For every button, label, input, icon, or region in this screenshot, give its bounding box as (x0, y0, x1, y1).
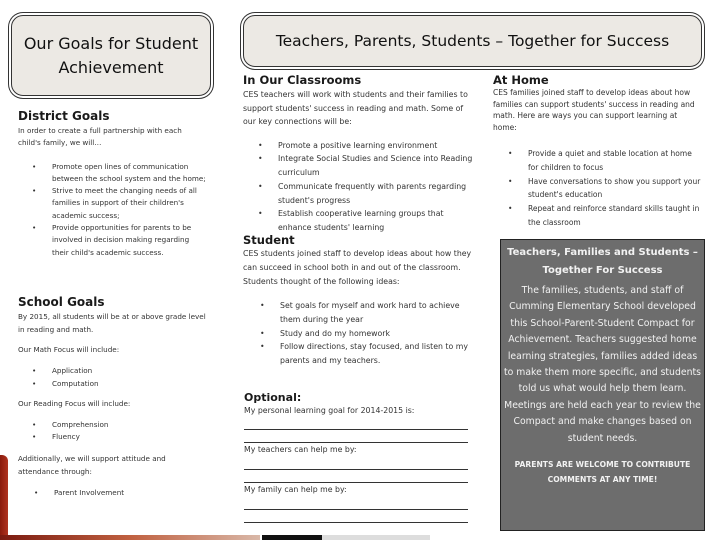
list-item: • Promote a positive learning environment (278, 139, 478, 153)
student-list (280, 299, 478, 368)
list-item: • Computation (52, 378, 206, 390)
list-item: • Have conversations to show you support your student's education (528, 175, 703, 203)
list-item: • Integrate Social Studies and Science into Reading curriculum (278, 152, 478, 180)
classrooms-heading: In Our Classrooms (243, 73, 362, 87)
family-answer-line[interactable] (244, 510, 468, 523)
teachers-prompt: My teachers can help me by: (244, 445, 357, 454)
at-home-intro: CES families joined staff to develop ideas about how families can support students' success in reading and math. Here are ways you can support learning at home: (493, 88, 695, 132)
reading-focus-list (52, 419, 206, 444)
additional-support-label: Additionally, we will support attitude and attendance through: (18, 453, 166, 476)
district-goals-heading: District Goals (18, 109, 110, 123)
list-item: • Set goals for myself and work hard to achieve them during the year (280, 299, 478, 327)
left-title-box (11, 15, 211, 96)
classrooms-section (243, 73, 478, 235)
at-home-section (493, 73, 703, 230)
school-goals-section (18, 294, 206, 499)
student-heading: Student (243, 233, 295, 247)
list-item: • Follow directions, stay focused, and listen to my parents and my teachers. (280, 340, 478, 368)
list-item: • Application (52, 365, 206, 377)
teachers-answer-line[interactable] (244, 457, 468, 470)
list-item: • Provide opportunities for parents to be involved in decision making regarding their child's academic success. (52, 222, 206, 259)
at-home-heading: At Home (493, 73, 549, 87)
optional-section (244, 391, 474, 523)
teachers-answer-line[interactable] (244, 470, 468, 483)
left-title: Our Goals for Student Achievement (23, 33, 199, 77)
list-item: • Comprehension (52, 419, 206, 431)
list-item: • Strive to meet the changing needs of all families in support of their children's academic success; (52, 185, 206, 222)
list-item: • Parent Involvement (54, 487, 206, 499)
decorative-red-strip (0, 455, 8, 540)
list-item: • Repeat and reinforce standard skills taught in the classroom (528, 202, 703, 230)
math-focus-label: Our Math Focus will include: (18, 345, 120, 354)
family-prompt: My family can help me by: (244, 485, 347, 494)
goal-answer-line[interactable] (244, 430, 468, 443)
district-goals-intro: In order to create a full partnership with each child's family, we will… (18, 126, 182, 148)
family-answer-line[interactable] (244, 497, 468, 510)
classrooms-intro: CES teachers will work with students and their families to support students' success in reading and math. Some of our key connections will be: (243, 90, 468, 126)
optional-heading: Optional: (244, 391, 302, 404)
school-goals-intro: By 2015, all students will be at or above grade level in reading and math. (18, 312, 206, 334)
classrooms-list (278, 139, 478, 236)
decorative-bottom-strip (322, 535, 430, 540)
goal-prompt: My personal learning goal for 2014-2015 is: (244, 406, 415, 415)
at-home-list (528, 147, 703, 230)
list-item: • Establish cooperative learning groups that enhance students' learning (278, 207, 478, 235)
decorative-bottom-strip (0, 535, 260, 540)
district-goals-list (52, 161, 206, 259)
goal-answer-line[interactable] (244, 417, 468, 430)
callout-heading: Teachers, Families and Students – Together For Success (507, 247, 698, 276)
school-goals-heading: School Goals (18, 295, 105, 309)
district-goals-section (18, 108, 206, 259)
list-item: • Communicate frequently with parents regarding student's progress (278, 180, 478, 208)
callout-box (500, 239, 705, 531)
math-focus-list (52, 365, 206, 390)
student-intro: CES students joined staff to develop ideas about how they can succeed in school both in and out of the classroom. Students thought of the following ideas: (243, 249, 472, 286)
main-title: Teachers, Parents, Students – Together for Success (275, 32, 670, 50)
callout-body: The families, students, and staff of Cumming Elementary School developed this School-Parent-Student Compact for Achievement. Teachers suggested home learning strategies, families added ideas to make them more specific, and students told us what would help them learn. Meetings are held each year to review the Compact and make changes based on student needs. (504, 285, 701, 444)
list-item: • Promote open lines of communication between the school system and the home; (52, 161, 206, 186)
list-item: • Study and do my homework (280, 327, 478, 341)
decorative-bottom-strip (262, 535, 322, 540)
additional-support-list (54, 487, 206, 499)
list-item: • Fluency (52, 431, 206, 443)
main-title-box (243, 15, 702, 67)
callout-footer: PARENTS ARE WELCOME TO CONTRIBUTE COMMENTS AT ANY TIME! (514, 460, 691, 485)
student-section (243, 233, 478, 368)
reading-focus-label: Our Reading Focus will include: (18, 398, 131, 408)
list-item: • Provide a quiet and stable location at home for children to focus (528, 147, 703, 175)
